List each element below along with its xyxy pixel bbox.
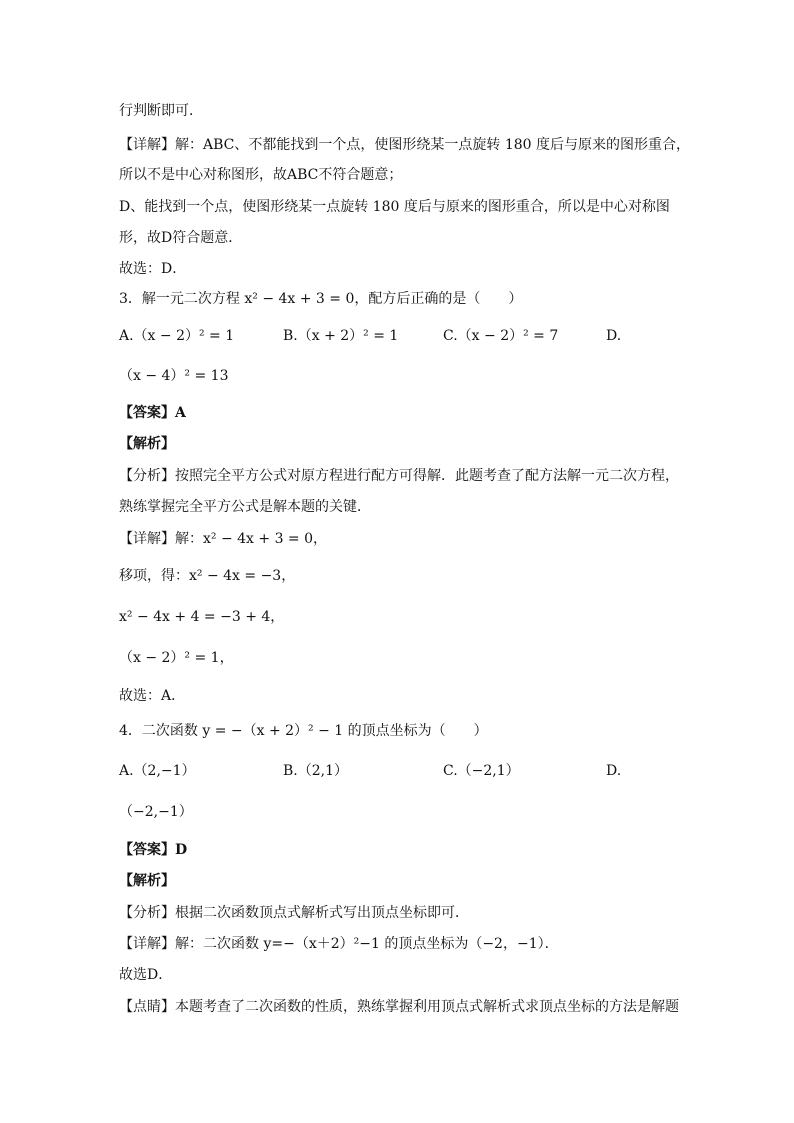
option-d-value: （−2,−1）	[119, 804, 193, 820]
text-line: 行判断即可．	[119, 103, 203, 119]
solution-line: 【详解】解：x² − 4x + 3 = 0，	[119, 531, 328, 547]
solution-line: x² − 4x + 4 = −3 + 4，	[119, 609, 285, 625]
option-b: B.（2,1）	[283, 763, 349, 779]
question-4: 4．二次函数 y = −（x + 2）² − 1 的顶点坐标为（ ）	[119, 723, 488, 739]
option-c: C.（−2,1）	[443, 763, 520, 779]
option-d: D.	[606, 328, 622, 344]
option-b: B.（x + 2）² = 1	[283, 328, 399, 344]
text-line: 故选：D．	[119, 261, 187, 277]
question-3: 3．解一元二次方程 x² − 4x + 3 = 0，配方后正确的是（ ）	[119, 291, 523, 307]
choice-line: 故选D．	[119, 967, 173, 983]
analysis-heading: 【解析】	[119, 436, 175, 452]
text-line: 所以不是中心对称图形，故ABC不符合题意；	[119, 167, 403, 183]
text-line: 【详解】解：ABC、不都能找到一个点，使图形绕某一点旋转 180 度后与原来的图形重合，	[119, 137, 690, 153]
answer-label: 【答案】D	[119, 842, 188, 858]
analysis-line: 熟练掌握完全平方公式是解本题的关键．	[119, 499, 371, 515]
analysis-heading: 【解析】	[119, 873, 175, 889]
option-d-value: （x − 4）² = 13	[119, 368, 229, 384]
option-a: A.（2,−1）	[119, 763, 196, 779]
analysis-line: 【分析】根据二次函数顶点式解析式写出顶点坐标即可．	[119, 905, 469, 921]
answer-label: 【答案】A	[119, 405, 186, 421]
solution-line: 【详解】解：二次函数 y=−（x＋2）²−1 的顶点坐标为（−2，−1）．	[119, 936, 559, 952]
option-d: D.	[606, 763, 622, 779]
option-c: C.（x − 2）² = 7	[443, 328, 559, 344]
text-line: 形，故D符合题意．	[119, 230, 243, 246]
choice-line: 故选：A．	[119, 688, 186, 704]
solution-line: 移项，得：x² − 4x = −3，	[119, 568, 296, 584]
option-a: A.（x − 2）² = 1	[119, 328, 235, 344]
solution-line: （x − 2）² = 1，	[119, 650, 234, 666]
analysis-line: 【分析】按照完全平方公式对原方程进行配方可得解．此题考查了配方法解一元二次方程，	[119, 468, 679, 484]
comment-line: 【点睛】本题考查了二次函数的性质，熟练掌握利用顶点式解析式求顶点坐标的方法是解题	[119, 999, 679, 1015]
text-line: D、能找到一个点，使图形绕某一点旋转 180 度后与原来的图形重合，所以是中心对称图	[119, 199, 670, 215]
